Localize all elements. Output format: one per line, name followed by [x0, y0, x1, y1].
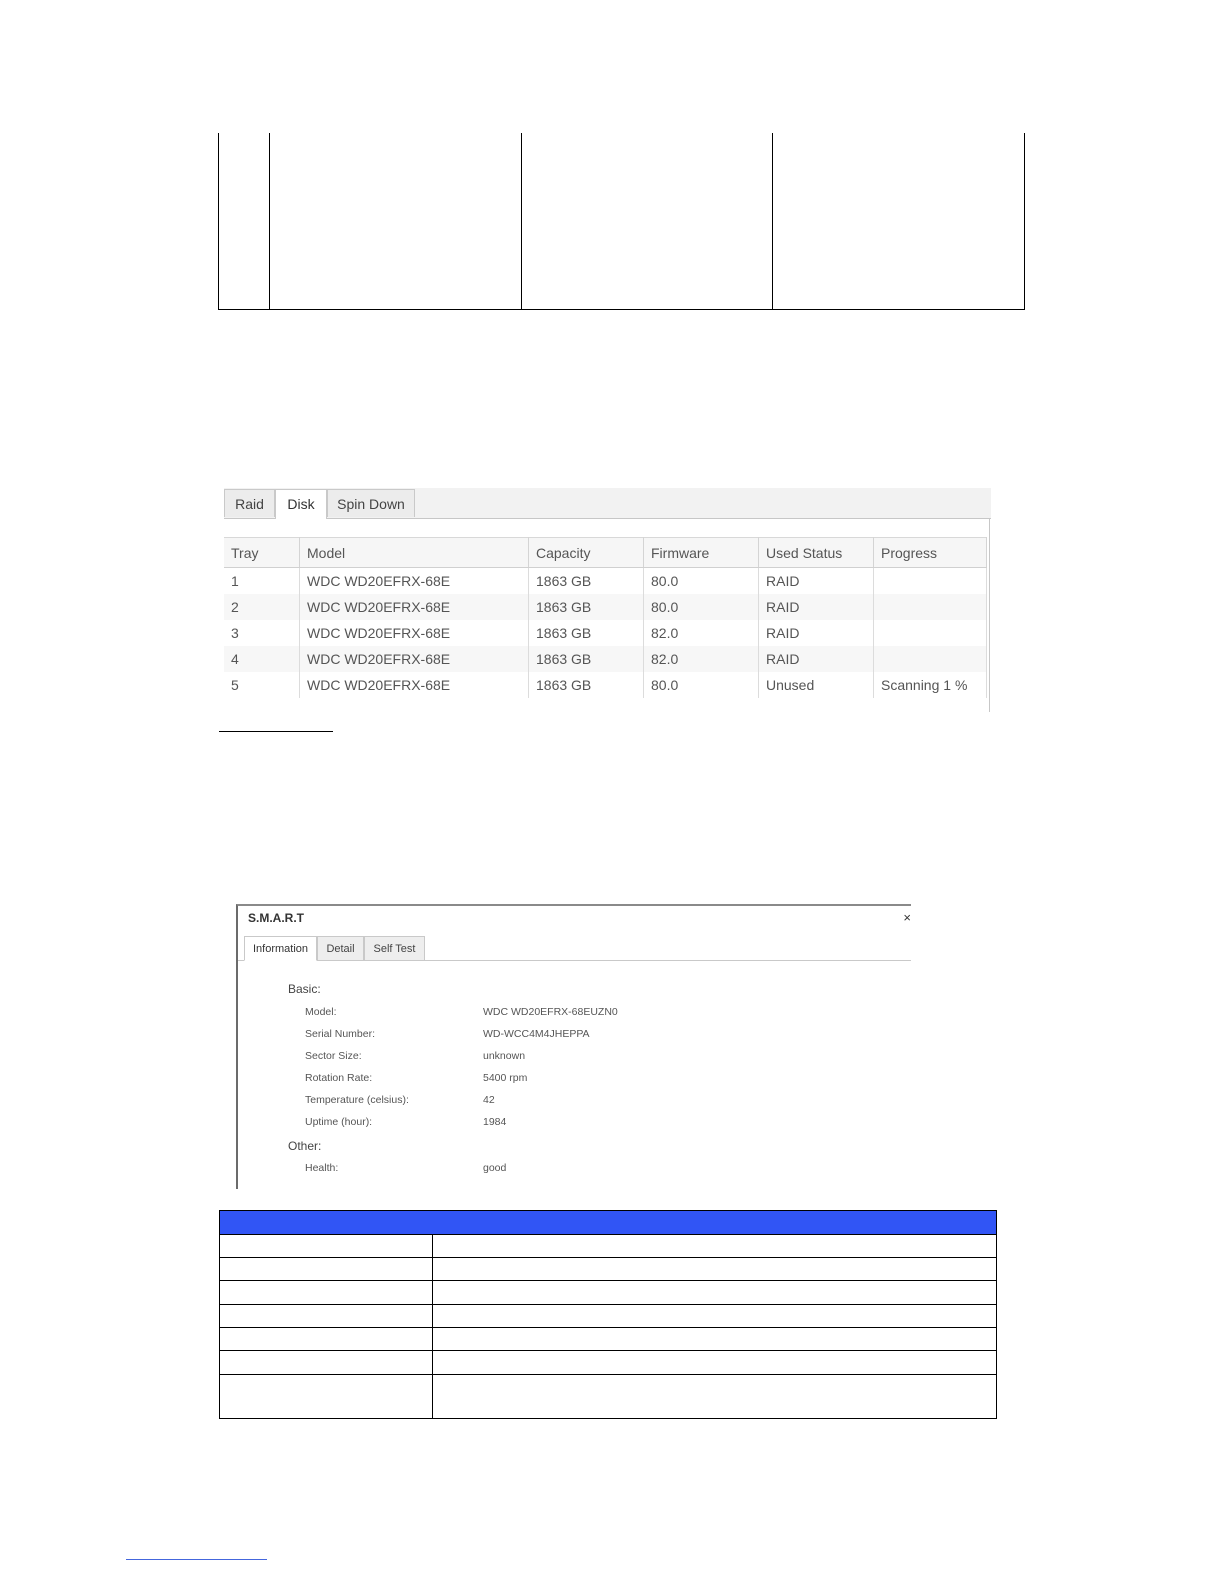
table-border [521, 133, 522, 310]
table-row[interactable] [224, 620, 987, 646]
section-basic-heading: Basic: [288, 982, 321, 996]
label-rotation-rate: Rotation Rate: [305, 1072, 373, 1084]
cell-model: WDC WD20EFRX-68E [300, 672, 529, 698]
cell-used-status: RAID [759, 646, 874, 672]
cell-model: WDC WD20EFRX-68E [300, 620, 529, 646]
close-icon[interactable]: × [903, 910, 911, 925]
cell-used-status: RAID [759, 568, 874, 595]
value-sector-size: unknown [483, 1050, 526, 1062]
label-model: Model: [305, 1006, 337, 1018]
column-header-tray[interactable]: Tray [224, 538, 300, 568]
tab-detail[interactable]: Detail [317, 936, 364, 961]
cell-capacity: 1863 GB [529, 620, 644, 646]
tab-disk[interactable]: Disk [275, 489, 327, 519]
cell-tray: 2 [224, 594, 300, 620]
table-border [772, 133, 773, 310]
table-border [218, 309, 1025, 310]
disk-table-header-row [224, 538, 987, 568]
value-uptime: 1984 [483, 1116, 507, 1128]
cell-firmware: 82.0 [644, 620, 759, 646]
value-serial-number: WD-WCC4M4JHEPPA [483, 1028, 590, 1040]
table-row-border [220, 1257, 996, 1258]
divider-line [219, 731, 333, 732]
cell-firmware: 80.0 [644, 594, 759, 620]
table-row[interactable] [224, 646, 987, 672]
cell-model: WDC WD20EFRX-68E [300, 646, 529, 672]
cell-firmware: 80.0 [644, 568, 759, 595]
value-temperature: 42 [483, 1094, 495, 1106]
disk-table [224, 537, 987, 698]
table-row[interactable] [224, 594, 987, 620]
section-other-heading: Other: [288, 1139, 322, 1153]
top-continuation-table [218, 133, 1025, 310]
tab-information[interactable]: Information [244, 936, 317, 961]
table-row[interactable] [224, 672, 987, 698]
table-row-border [220, 1304, 996, 1305]
column-header-firmware[interactable]: Firmware [644, 538, 759, 568]
cell-capacity: 1863 GB [529, 646, 644, 672]
cell-progress [874, 568, 987, 595]
column-header-progress[interactable]: Progress [874, 538, 987, 568]
cell-firmware: 80.0 [644, 672, 759, 698]
value-rotation-rate: 5400 rpm [483, 1072, 528, 1084]
cell-used-status: RAID [759, 594, 874, 620]
table-border [1024, 133, 1025, 310]
table-row[interactable] [224, 568, 987, 595]
cell-tray: 1 [224, 568, 300, 595]
table-row-border [220, 1327, 996, 1328]
column-header-used-status[interactable]: Used Status [759, 538, 874, 568]
cell-progress [874, 594, 987, 620]
value-health: good [483, 1162, 507, 1174]
label-serial-number: Serial Number: [305, 1028, 376, 1040]
cell-model: WDC WD20EFRX-68E [300, 594, 529, 620]
cell-model: WDC WD20EFRX-68E [300, 568, 529, 595]
disk-tab-bar [224, 488, 991, 519]
tab-raid[interactable]: Raid [224, 489, 275, 517]
cell-firmware: 82.0 [644, 646, 759, 672]
table-row-border [220, 1280, 996, 1281]
label-temperature: Temperature (celsius): [305, 1094, 409, 1106]
disk-table-panel [224, 519, 990, 712]
disk-panel-screenshot [224, 488, 991, 712]
description-table [219, 1210, 997, 1419]
label-health: Health: [305, 1162, 339, 1174]
cell-capacity: 1863 GB [529, 568, 644, 595]
label-sector-size: Sector Size: [305, 1050, 362, 1062]
table-row-border [220, 1350, 996, 1351]
column-header-model[interactable]: Model [300, 538, 529, 568]
value-model: WDC WD20EFRX-68EUZN0 [483, 1006, 618, 1018]
cell-tray: 4 [224, 646, 300, 672]
tab-spin-down[interactable]: Spin Down [327, 489, 415, 517]
footer-link-underline [126, 1559, 267, 1560]
table-border [218, 133, 219, 310]
table-header-bar [220, 1211, 996, 1235]
table-row-border [220, 1374, 996, 1375]
dialog-title: S.M.A.R.T [248, 911, 304, 925]
cell-progress [874, 646, 987, 672]
column-header-capacity[interactable]: Capacity [529, 538, 644, 568]
label-uptime: Uptime (hour): [305, 1116, 373, 1128]
table-border [269, 133, 270, 310]
tab-self-test[interactable]: Self Test [364, 936, 425, 961]
cell-progress [874, 620, 987, 646]
cell-tray: 5 [224, 672, 300, 698]
cell-progress: Scanning 1 % [874, 672, 987, 698]
cell-used-status: RAID [759, 620, 874, 646]
cell-capacity: 1863 GB [529, 672, 644, 698]
cell-tray: 3 [224, 620, 300, 646]
smart-dialog-screenshot [236, 904, 911, 1189]
cell-capacity: 1863 GB [529, 594, 644, 620]
cell-used-status: Unused [759, 672, 874, 698]
